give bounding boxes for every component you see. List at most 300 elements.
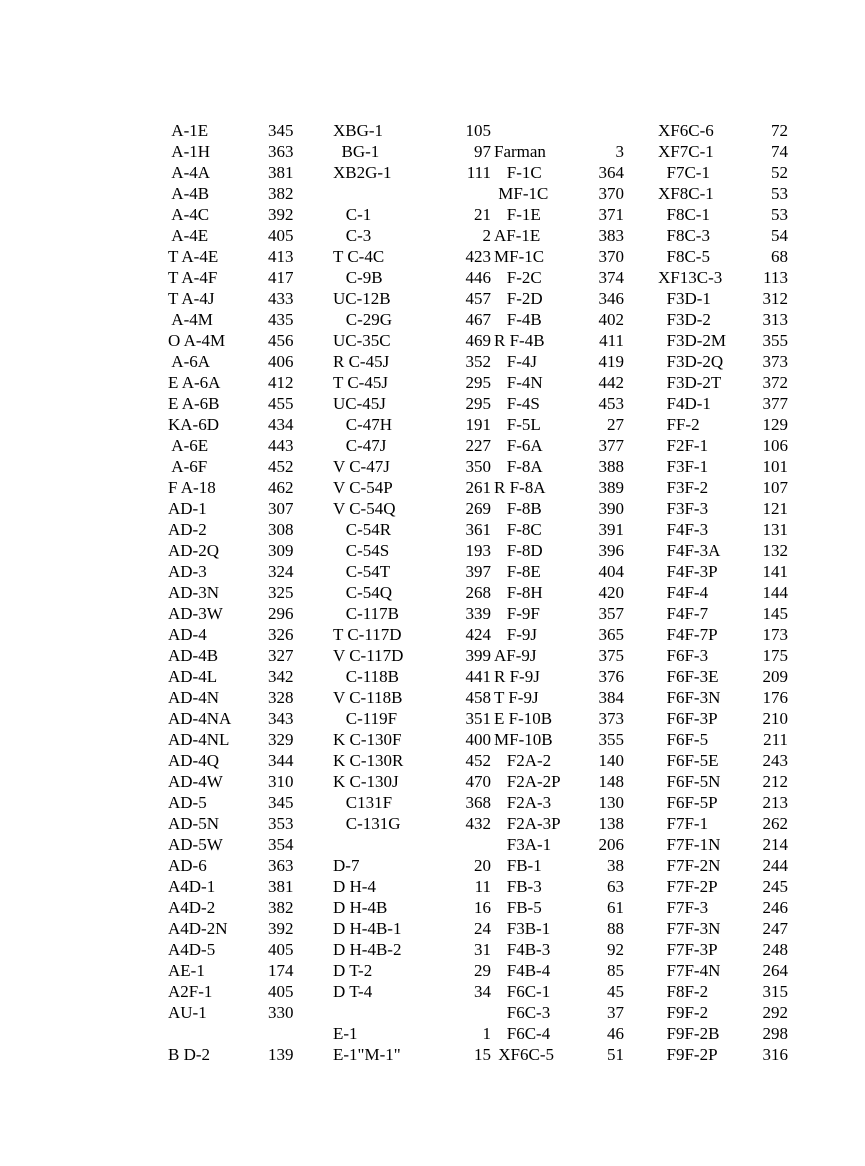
page-number: 420 — [598, 583, 624, 602]
aircraft-designation: AD-3 — [168, 562, 207, 581]
aircraft-designation: AD-5N — [168, 814, 219, 833]
page-number: 246 — [762, 898, 788, 917]
page-number: 399 — [465, 646, 491, 665]
page-number: 130 — [598, 793, 624, 812]
page-number: 131 — [762, 520, 788, 539]
page-number: 432 — [465, 814, 491, 833]
page-number: 357 — [598, 604, 624, 623]
aircraft-designation: UC-35C — [333, 331, 391, 350]
page-number: 342 — [268, 667, 294, 686]
page-number: 20 — [474, 856, 491, 875]
page-number: 328 — [268, 688, 294, 707]
aircraft-designation: D H-4B — [333, 898, 388, 917]
page-number: 315 — [762, 982, 788, 1001]
aircraft-designation: T F-9J — [494, 688, 539, 707]
aircraft-designation: XB2G-1 — [333, 163, 392, 182]
page-number: 404 — [598, 562, 624, 581]
aircraft-designation: D H-4B-2 — [333, 940, 402, 959]
aircraft-designation: FB-5 — [494, 898, 542, 917]
page-number: 452 — [465, 751, 491, 770]
page-number: 68 — [771, 247, 788, 266]
page-number: 423 — [465, 247, 491, 266]
page-number: 88 — [607, 919, 624, 938]
aircraft-designation: V C-54P — [333, 478, 393, 497]
aircraft-designation: F4B-4 — [494, 961, 551, 980]
aircraft-designation: F6F-3P — [658, 709, 718, 728]
aircraft-designation: AD-4N — [168, 688, 219, 707]
page-number: 53 — [771, 184, 788, 203]
page-number: 111 — [466, 163, 491, 182]
aircraft-designation: AD-5W — [168, 835, 223, 854]
aircraft-designation: D T-4 — [333, 982, 373, 1001]
page-number: 365 — [598, 625, 624, 644]
page-number: 443 — [268, 436, 294, 455]
aircraft-designation: F-8D — [494, 541, 543, 560]
page-number: 412 — [268, 373, 294, 392]
aircraft-designation: Farman — [494, 142, 546, 161]
aircraft-designation: AD-4L — [168, 667, 218, 686]
page-number: 442 — [598, 373, 624, 392]
aircraft-designation: AD-4NL — [168, 730, 230, 749]
aircraft-designation: F3D-2Q — [658, 352, 724, 371]
aircraft-designation: AD-4Q — [168, 751, 219, 770]
aircraft-designation: T A-4F — [168, 268, 218, 287]
page-number: 269 — [465, 499, 491, 518]
aircraft-designation: F8F-2 — [658, 982, 709, 1001]
aircraft-designation: B D-2 — [168, 1045, 211, 1064]
page-number: 292 — [762, 1003, 788, 1022]
page-number: 375 — [598, 646, 624, 665]
aircraft-designation: F4F-7 — [658, 604, 709, 623]
page-number: 173 — [762, 625, 788, 644]
page-number: 261 — [465, 478, 491, 497]
aircraft-designation: F4F-4 — [658, 583, 709, 602]
page-number: 262 — [762, 814, 788, 833]
page-number: 351 — [465, 709, 491, 728]
page-number: 434 — [268, 415, 294, 434]
aircraft-designation: F-8E — [494, 562, 541, 581]
aircraft-designation: F6C-1 — [494, 982, 551, 1001]
aircraft-designation: F7F-1 — [658, 814, 709, 833]
aircraft-designation: FB-1 — [494, 856, 542, 875]
aircraft-designation: F7F-3P — [658, 940, 718, 959]
aircraft-designation: AD-4NA — [168, 709, 232, 728]
aircraft-designation: A4D-2 — [168, 898, 216, 917]
page-number: 458 — [465, 688, 491, 707]
aircraft-designation: C-54Q — [333, 583, 393, 602]
aircraft-designation: AF-9J — [494, 646, 537, 665]
page-number: 193 — [465, 541, 491, 560]
aircraft-designation: F2A-3P — [494, 814, 561, 833]
page-number: 191 — [465, 415, 491, 434]
page-number: 316 — [762, 1045, 788, 1064]
page-number: 355 — [762, 331, 788, 350]
page-number: 209 — [762, 667, 788, 686]
page-number: 377 — [762, 394, 788, 413]
page-number: 145 — [762, 604, 788, 623]
aircraft-designation: C-47J — [333, 436, 387, 455]
page-number: 326 — [268, 625, 294, 644]
aircraft-designation: A4D-1 — [168, 877, 216, 896]
page-number: 310 — [268, 772, 294, 791]
page-number: 312 — [762, 289, 788, 308]
aircraft-designation: F3D-1 — [658, 289, 711, 308]
page-number: 21 — [474, 205, 491, 224]
page-number: 2 — [482, 226, 491, 245]
page-number: 113 — [763, 268, 788, 287]
aircraft-designation: AD-4 — [168, 625, 207, 644]
aircraft-designation: F9F-2 — [658, 1003, 709, 1022]
page-number: 469 — [465, 331, 491, 350]
aircraft-designation: K C-130R — [333, 751, 404, 770]
aircraft-designation: F3D-2M — [658, 331, 727, 350]
aircraft-designation: AD-3N — [168, 583, 219, 602]
page-number: 243 — [762, 751, 788, 770]
aircraft-designation: F6F-5 — [658, 730, 709, 749]
page-number: 138 — [598, 814, 624, 833]
page-number: 15 — [474, 1045, 491, 1064]
page-number: 296 — [268, 604, 294, 623]
aircraft-designation: MF-1C — [494, 247, 545, 266]
page-number: 406 — [268, 352, 294, 371]
aircraft-designation: A2F-1 — [168, 982, 213, 1001]
aircraft-designation: F8C-5 — [658, 247, 710, 266]
aircraft-designation: C-47H — [333, 415, 393, 434]
page-number: 382 — [268, 184, 294, 203]
aircraft-designation: C-54T — [333, 562, 391, 581]
page-number: 3 — [615, 142, 624, 161]
aircraft-designation: T C-45J — [333, 373, 388, 392]
page-number: 1 — [482, 1024, 491, 1043]
aircraft-designation: A-6F — [168, 457, 208, 476]
aircraft-designation: XF8C-1 — [658, 184, 714, 203]
aircraft-designation: O A-4M — [168, 331, 226, 350]
aircraft-designation: F7F-2N — [658, 856, 721, 875]
aircraft-designation: F-8H — [494, 583, 543, 602]
aircraft-designation: XF7C-1 — [658, 142, 714, 161]
page-number: 363 — [268, 142, 294, 161]
aircraft-designation: F3A-1 — [494, 835, 552, 854]
aircraft-designation: AD-4W — [168, 772, 223, 791]
aircraft-designation: F-9F — [494, 604, 540, 623]
page-number: 372 — [762, 373, 788, 392]
page-number: 34 — [474, 982, 491, 1001]
aircraft-designation: K C-130F — [333, 730, 402, 749]
aircraft-designation: F2F-1 — [658, 436, 709, 455]
page-number: 74 — [771, 142, 788, 161]
aircraft-designation: UC-12B — [333, 289, 391, 308]
page-number: 389 — [598, 478, 624, 497]
aircraft-designation: AD-6 — [168, 856, 207, 875]
aircraft-designation: F2A-3 — [494, 793, 552, 812]
aircraft-designation: F-2D — [494, 289, 543, 308]
aircraft-designation: F-4N — [494, 373, 543, 392]
aircraft-designation: E-1 — [333, 1024, 358, 1043]
aircraft-designation: UC-45J — [333, 394, 386, 413]
page-number: 381 — [268, 877, 294, 896]
aircraft-designation: D H-4 — [333, 877, 376, 896]
page-number: 370 — [598, 184, 624, 203]
page-number: 309 — [268, 541, 294, 560]
page-number: 141 — [762, 562, 788, 581]
page-number: 456 — [268, 331, 294, 350]
page-number: 54 — [771, 226, 788, 245]
page-number: 38 — [607, 856, 624, 875]
aircraft-designation: D H-4B-1 — [333, 919, 402, 938]
page-number: 174 — [268, 961, 294, 980]
page-number: 11 — [474, 877, 491, 896]
page-number: 37 — [607, 1003, 624, 1022]
aircraft-designation: F4D-1 — [658, 394, 711, 413]
page-number: 457 — [465, 289, 491, 308]
aircraft-designation: V C-117D — [333, 646, 404, 665]
page-number: 307 — [268, 499, 294, 518]
page-number: 371 — [598, 205, 624, 224]
page-number: 441 — [465, 667, 491, 686]
page-number: 247 — [762, 919, 788, 938]
aircraft-designation: F6F-3N — [658, 688, 721, 707]
page-number: 373 — [762, 352, 788, 371]
aircraft-designation: A-4E — [168, 226, 209, 245]
page-number: 295 — [465, 394, 491, 413]
aircraft-designation: R F-9J — [494, 667, 540, 686]
aircraft-designation: FB-3 — [494, 877, 542, 896]
page-number: 339 — [465, 604, 491, 623]
aircraft-designation: XF13C-3 — [658, 268, 723, 287]
page-number: 244 — [762, 856, 788, 875]
aircraft-designation: A-1E — [168, 121, 209, 140]
aircraft-designation: C-1 — [333, 205, 372, 224]
aircraft-designation: A-4C — [168, 205, 210, 224]
aircraft-designation: F-8A — [494, 457, 543, 476]
aircraft-designation: F2A-2P — [494, 772, 561, 791]
aircraft-designation: AD-1 — [168, 499, 207, 518]
aircraft-designation: F-2C — [494, 268, 542, 287]
page-number: 107 — [762, 478, 788, 497]
aircraft-designation: F-4J — [494, 352, 537, 371]
aircraft-designation: AE-1 — [168, 961, 205, 980]
aircraft-designation: D T-2 — [333, 961, 373, 980]
aircraft-designation: FF-2 — [658, 415, 700, 434]
aircraft-designation: F6C-3 — [494, 1003, 551, 1022]
page-number: 227 — [465, 436, 491, 455]
aircraft-designation: T A-4J — [168, 289, 215, 308]
aircraft-designation: C131F — [333, 793, 393, 812]
aircraft-designation: BG-1 — [333, 142, 380, 161]
page-number: 405 — [268, 940, 294, 959]
aircraft-designation: V C-54Q — [333, 499, 396, 518]
page-number: 452 — [268, 457, 294, 476]
page-number: 46 — [607, 1024, 624, 1043]
aircraft-designation: F7F-2P — [658, 877, 718, 896]
page-number: 213 — [762, 793, 788, 812]
aircraft-designation: AD-2 — [168, 520, 207, 539]
aircraft-designation: E-1"M-1" — [333, 1045, 401, 1064]
page-number: 368 — [465, 793, 491, 812]
aircraft-designation: AD-2Q — [168, 541, 219, 560]
page-number: 345 — [268, 793, 294, 812]
page-number: 85 — [607, 961, 624, 980]
page-number: 212 — [762, 772, 788, 791]
page-number: 139 — [268, 1045, 294, 1064]
page-number: 392 — [268, 919, 294, 938]
aircraft-designation: C-118B — [333, 667, 399, 686]
aircraft-designation: A-6A — [168, 352, 211, 371]
aircraft-designation: A4D-5 — [168, 940, 216, 959]
aircraft-designation: C-29G — [333, 310, 393, 329]
aircraft-designation: XF6C-6 — [658, 121, 714, 140]
aircraft-designation: C-131G — [333, 814, 401, 833]
aircraft-designation: F6F-5N — [658, 772, 721, 791]
page-number: 52 — [771, 163, 788, 182]
page-number: 390 — [598, 499, 624, 518]
page-number: 433 — [268, 289, 294, 308]
page-number: 245 — [762, 877, 788, 896]
aircraft-designation: AD-5 — [168, 793, 207, 812]
aircraft-designation: XF6C-5 — [494, 1045, 554, 1064]
page-number: 370 — [598, 247, 624, 266]
page-number: 248 — [762, 940, 788, 959]
aircraft-designation: F-1C — [494, 163, 542, 182]
page-number: 411 — [599, 331, 624, 350]
page-number: 355 — [598, 730, 624, 749]
page-number: 327 — [268, 646, 294, 665]
aircraft-designation: E F-10B — [494, 709, 553, 728]
page-number: 264 — [762, 961, 788, 980]
page-number: 363 — [268, 856, 294, 875]
aircraft-designation: F3F-2 — [658, 478, 709, 497]
page-number: 211 — [763, 730, 788, 749]
page-number: 129 — [762, 415, 788, 434]
aircraft-designation: F A-18 — [168, 478, 216, 497]
aircraft-designation: AU-1 — [168, 1003, 207, 1022]
page-number: 470 — [465, 772, 491, 791]
aircraft-designation: C-54S — [333, 541, 390, 560]
page-number: 268 — [465, 583, 491, 602]
aircraft-designation: A-6E — [168, 436, 209, 455]
aircraft-designation: F7F-3N — [658, 919, 721, 938]
aircraft-designation: F-4S — [494, 394, 540, 413]
page-number: 417 — [268, 268, 294, 287]
aircraft-designation: D-7 — [333, 856, 360, 875]
page-number: 373 — [598, 709, 624, 728]
aircraft-designation: MF-10B — [494, 730, 553, 749]
page-number: 132 — [762, 541, 788, 560]
page-number: 376 — [598, 667, 624, 686]
page-number: 53 — [771, 205, 788, 224]
aircraft-designation: AD-4B — [168, 646, 219, 665]
aircraft-designation: F6F-3E — [658, 667, 719, 686]
aircraft-designation: F8C-1 — [658, 205, 710, 224]
page-number: 106 — [762, 436, 788, 455]
aircraft-designation: AD-3W — [168, 604, 223, 623]
page-number: 400 — [465, 730, 491, 749]
page-number: 97 — [474, 142, 491, 161]
page-number: 344 — [268, 751, 294, 770]
page-number: 27 — [607, 415, 624, 434]
aircraft-designation: C-3 — [333, 226, 372, 245]
aircraft-designation: F3B-1 — [494, 919, 551, 938]
page-number: 364 — [598, 163, 624, 182]
page-number: 105 — [465, 121, 491, 140]
page-number: 24 — [474, 919, 491, 938]
aircraft-designation: F-9J — [494, 625, 537, 644]
aircraft-designation: F4F-3P — [658, 562, 718, 581]
aircraft-designation: F6F-5P — [658, 793, 718, 812]
page-number: 206 — [598, 835, 624, 854]
page-number: 396 — [598, 541, 624, 560]
aircraft-designation: C-54R — [333, 520, 392, 539]
aircraft-designation: F6F-3 — [658, 646, 709, 665]
page-number: 424 — [465, 625, 491, 644]
aircraft-designation: E A-6A — [168, 373, 221, 392]
aircraft-designation: F-6A — [494, 436, 543, 455]
aircraft-designation: F4B-3 — [494, 940, 551, 959]
page-number: 308 — [268, 520, 294, 539]
page-number: 31 — [474, 940, 491, 959]
aircraft-designation: F3F-3 — [658, 499, 709, 518]
aircraft-designation: K C-130J — [333, 772, 399, 791]
page-number: 391 — [598, 520, 624, 539]
page-number: 413 — [268, 247, 294, 266]
page-number: 313 — [762, 310, 788, 329]
page-number: 361 — [465, 520, 491, 539]
page-number: 140 — [598, 751, 624, 770]
page-number: 330 — [268, 1003, 294, 1022]
aircraft-designation: T A-4E — [168, 247, 219, 266]
page-number: 374 — [598, 268, 624, 287]
page-number: 397 — [465, 562, 491, 581]
page-number: 214 — [762, 835, 788, 854]
page-number: 405 — [268, 982, 294, 1001]
aircraft-designation: F4F-3A — [658, 541, 721, 560]
page-number: 325 — [268, 583, 294, 602]
aircraft-designation: F-5L — [494, 415, 541, 434]
aircraft-designation: F6F-5E — [658, 751, 719, 770]
page-number: 144 — [762, 583, 788, 602]
page-number: 419 — [598, 352, 624, 371]
page-number: 388 — [598, 457, 624, 476]
aircraft-designation: F3D-2 — [658, 310, 711, 329]
page-number: 402 — [598, 310, 624, 329]
page-number: 45 — [607, 982, 624, 1001]
aircraft-designation: A-4B — [168, 184, 210, 203]
aircraft-designation: V C-118B — [333, 688, 403, 707]
page-number: 353 — [268, 814, 294, 833]
aircraft-designation: F7C-1 — [658, 163, 710, 182]
aircraft-designation: F2A-2 — [494, 751, 552, 770]
aircraft-designation: XBG-1 — [333, 121, 384, 140]
page-number: 382 — [268, 898, 294, 917]
page-number: 405 — [268, 226, 294, 245]
aircraft-designation: F-1E — [494, 205, 541, 224]
page-number: 295 — [465, 373, 491, 392]
aircraft-designation: F9F-2B — [658, 1024, 720, 1043]
aircraft-designation: C-117B — [333, 604, 399, 623]
page-number: 345 — [268, 121, 294, 140]
aircraft-designation: A4D-2N — [168, 919, 228, 938]
aircraft-designation: F-4B — [494, 310, 542, 329]
page-number: 435 — [268, 310, 294, 329]
aircraft-designation: F3D-2T — [658, 373, 722, 392]
aircraft-designation: A-4M — [168, 310, 213, 329]
aircraft-designation: R F-8A — [494, 478, 546, 497]
page-number: 210 — [762, 709, 788, 728]
page-number: 329 — [268, 730, 294, 749]
aircraft-designation: A-4A — [168, 163, 211, 182]
page-number: 16 — [474, 898, 491, 917]
page-number: 63 — [607, 877, 624, 896]
